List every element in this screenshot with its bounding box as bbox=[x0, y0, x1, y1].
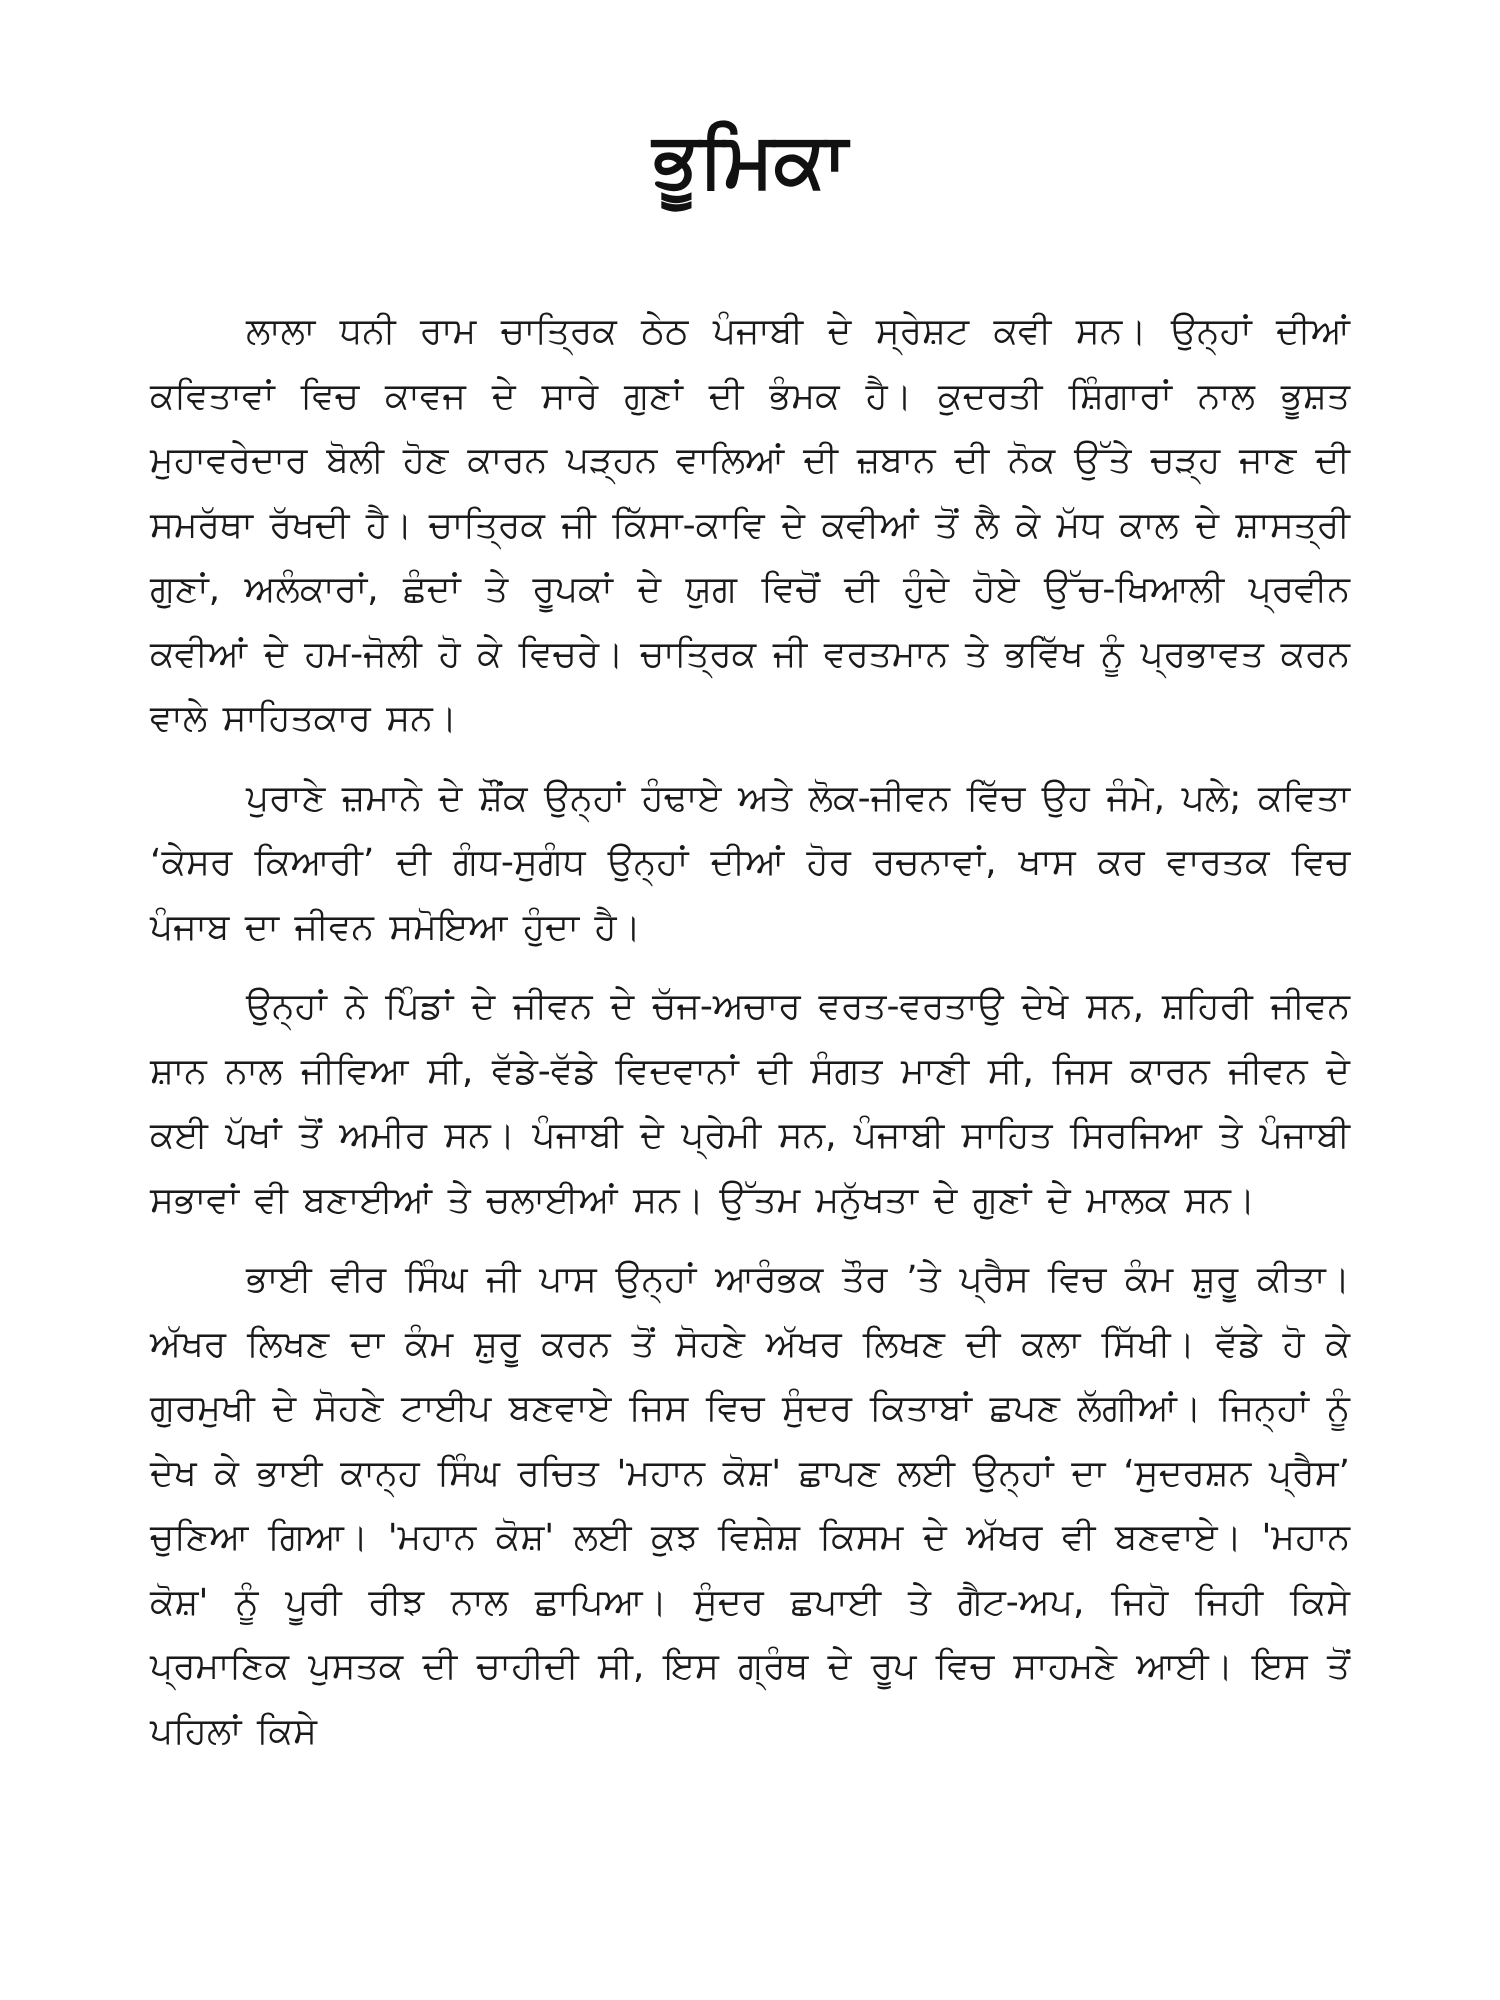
paragraph-3: ਉਨ੍ਹਾਂ ਨੇ ਪਿੰਡਾਂ ਦੇ ਜੀਵਨ ਦੇ ਚੱਜ-ਅਚਾਰ ਵਰਤ-ਵਰਤਾਉ ਦੇਖੇ ਸਨ, ਸ਼ਹਿਰੀ ਜੀਵਨ ਸ਼ਾਨ ਨਾਲ ਜੀਵਿਆ ਸੀ, ਵੱਡੇ-ਵੱਡੇ ਵਿਦਵਾਨਾਂ ਦੀ ਸੰਗਤ ਮਾਣੀ ਸੀ, ਜਿਸ ਕਾਰਨ ਜੀਵਨ ਦੇ ਕਈ ਪੱਖਾਂ ਤੋਂ ਅਮੀਰ ਸਨ। ਪੰਜਾਬੀ ਦੇ ਪ੍ਰੇਮੀ ਸਨ, ਪੰਜਾਬੀ ਸਾਹਿਤ ਸਿਰਜਿਆ ਤੇ ਪੰਜਾਬੀ ਸਭਾਵਾਂ ਵੀ ਬਣਾਈਆਂ ਤੇ ਚਲਾਈਆਂ ਸਨ। ਉੱਤਮ ਮਨੁੱਖਤਾ ਦੇ ਗੁਣਾਂ ਦੇ ਮਾਲਕ ਸਨ। bbox=[150, 986, 1350, 1221]
page-title: ਭੂਮਿਕਾ bbox=[652, 115, 848, 204]
paragraph-1: ਲਾਲਾ ਧਨੀ ਰਾਮ ਚਾਤ੍ਰਿਕ ਠੇਠ ਪੰਜਾਬੀ ਦੇ ਸ੍ਰੇਸ਼ਟ ਕਵੀ ਸਨ। ਉਨ੍ਹਾਂ ਦੀਆਂ ਕਵਿਤਾਵਾਂ ਵਿਚ ਕਾਵਜ ਦੇ ਸਾਰੇ ਗੁਣਾਂ ਦੀ ਭੰਮਕ ਹੈ। ਕੁਦਰਤੀ ਸ਼ਿੰਗਾਰਾਂ ਨਾਲ ਭੂਸ਼ਤ ਮੁਹਾਵਰੇਦਾਰ ਬੋਲੀ ਹੋਣ ਕਾਰਨ ਪੜ੍ਹਨ ਵਾਲਿਆਂ ਦੀ ਜ਼ਬਾਨ ਦੀ ਨੋਕ ਉੱਤੇ ਚੜ੍ਹ ਜਾਣ ਦੀ ਸਮਰੱਥਾ ਰੱਖਦੀ ਹੈ। ਚਾਤ੍ਰਿਕ ਜੀ ਕਿੱਸਾ-ਕਾਵਿ ਦੇ ਕਵੀਆਂ ਤੋਂ ਲੈ ਕੇ ਮੱਧ ਕਾਲ ਦੇ ਸ਼ਾਸਤ੍ਰੀ ਗੁਣਾਂ, ਅਲੰਕਾਰਾਂ, ਛੰਦਾਂ ਤੇ ਰੂਪਕਾਂ ਦੇ ਯੁਗ ਵਿਚੋਂ ਦੀ ਹੁੰਦੇ ਹੋਏ ਉੱਚ-ਖਿਆਲੀ ਪ੍ਰਵੀਨ ਕਵੀਆਂ ਦੇ ਹਮ-ਜੋਲੀ ਹੋ ਕੇ ਵਿਚਰੇ। ਚਾਤ੍ਰਿਕ ਜੀ ਵਰਤਮਾਨ ਤੇ ਭਵਿੱਖ ਨੂੰ ਪ੍ਰਭਾਵਤ ਕਰਨ ਵਾਲੇ ਸਾਹਿਤਕਾਰ ਸਨ। bbox=[150, 311, 1350, 739]
paragraph-2: ਪੁਰਾਣੇ ਜ਼ਮਾਨੇ ਦੇ ਸ਼ੌਂਕ ਉਨ੍ਹਾਂ ਹੰਢਾਏ ਅਤੇ ਲੋਕ-ਜੀਵਨ ਵਿੱਚ ਉਹ ਜੰਮੇ, ਪਲੇ; ਕਵਿਤਾ ‘ਕੇਸਰ ਕਿਆਰੀ’ ਦੀ ਗੰਧ-ਸੁਗੰਧ ਉਨ੍ਹਾਂ ਦੀਆਂ ਹੋਰ ਰਚਨਾਵਾਂ, ਖਾਸ ਕਰ ਵਾਰਤਕ ਵਿਚ ਪੰਜਾਬ ਦਾ ਜੀਵਨ ਸਮੋਇਆ ਹੁੰਦਾ ਹੈ। bbox=[150, 777, 1350, 948]
body-text bbox=[150, 300, 1350, 1764]
paragraph-4: ਭਾਈ ਵੀਰ ਸਿੰਘ ਜੀ ਪਾਸ ਉਨ੍ਹਾਂ ਆਰੰਭਕ ਤੌਰ ’ਤੇ ਪ੍ਰੈਸ ਵਿਚ ਕੰਮ ਸ਼ੁਰੂ ਕੀਤਾ। ਅੱਖਰ ਲਿਖਣ ਦਾ ਕੰਮ ਸ਼ੁਰੂ ਕਰਨ ਤੋਂ ਸੋਹਣੇ ਅੱਖਰ ਲਿਖਣ ਦੀ ਕਲਾ ਸਿੱਖੀ। ਵੱਡੇ ਹੋ ਕੇ ਗੁਰਮੁਖੀ ਦੇ ਸੋਹਣੇ ਟਾਈਪ ਬਣਵਾਏ ਜਿਸ ਵਿਚ ਸੁੰਦਰ ਕਿਤਾਬਾਂ ਛਪਣ ਲੱਗੀਆਂ। ਜਿਨ੍ਹਾਂ ਨੂੰ ਦੇਖ ਕੇ ਭਾਈ ਕਾਨ੍ਹ ਸਿੰਘ ਰਚਿਤ 'ਮਹਾਨ ਕੋਸ਼' ਛਾਪਣ ਲਈ ਉਨ੍ਹਾਂ ਦਾ ‘ਸੁਦਰਸ਼ਨ ਪ੍ਰੈਸ’ ਚੁਣਿਆ ਗਿਆ। 'ਮਹਾਨ ਕੋਸ਼' ਲਈ ਕੁਝ ਵਿਸ਼ੇਸ਼ ਕਿਸਮ ਦੇ ਅੱਖਰ ਵੀ ਬਣਵਾਏ। 'ਮਹਾਨ ਕੋਸ਼' ਨੂੰ ਪੂਰੀ ਰੀਝ ਨਾਲ ਛਾਪਿਆ। ਸੁੰਦਰ ਛਪਾਈ ਤੇ ਗੈਟ-ਅਪ, ਜਿਹੋ ਜਿਹੀ ਕਿਸੇ ਪ੍ਰਮਾਣਿਕ ਪੁਸਤਕ ਦੀ ਚਾਹੀਦੀ ਸੀ, ਇਸ ਗ੍ਰੰਥ ਦੇ ਰੂਪ ਵਿਚ ਸਾਹਮਣੇ ਆਈ। ਇਸ ਤੋਂ ਪਹਿਲਾਂ ਕਿਸੇ bbox=[150, 1259, 1350, 1752]
